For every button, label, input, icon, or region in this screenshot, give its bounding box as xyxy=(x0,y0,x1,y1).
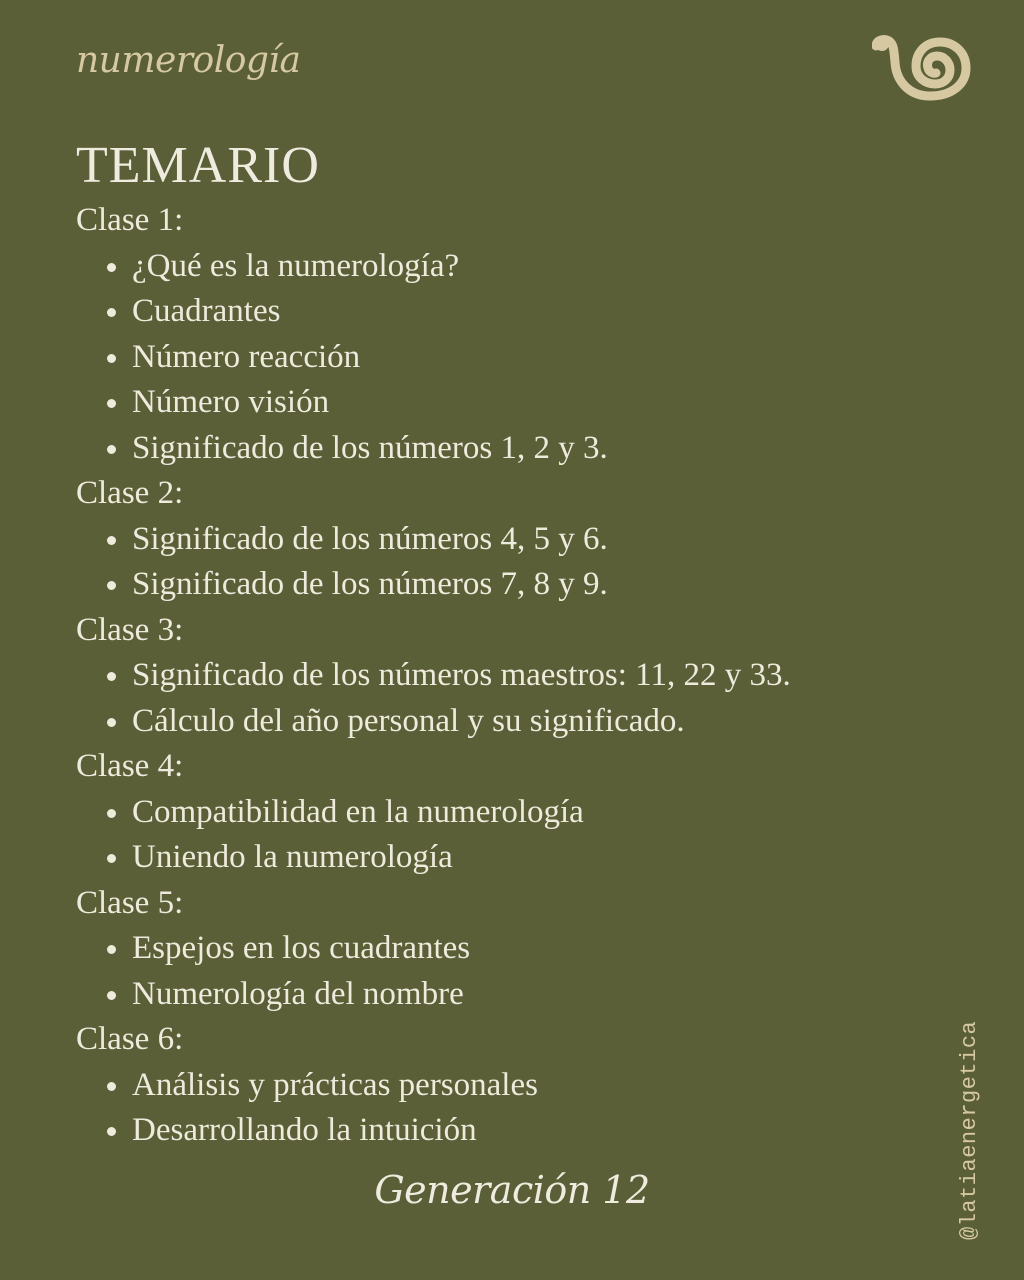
list-item xyxy=(76,790,896,836)
list-item xyxy=(76,835,896,881)
class-6 xyxy=(76,1017,896,1154)
class-heading: Clase 5: xyxy=(76,884,184,921)
class-heading: Clase 6: xyxy=(76,1021,184,1057)
topic-label: Uniendo la numerología xyxy=(132,839,453,875)
bullet-icon xyxy=(107,809,116,818)
spiral-snail-icon xyxy=(872,34,972,106)
list-item xyxy=(76,653,896,699)
bullet-icon xyxy=(107,354,116,363)
bullet-icon xyxy=(107,672,116,681)
topic-label: Número reacción xyxy=(132,338,361,375)
page-title: TEMARIO xyxy=(76,137,320,194)
topic-list xyxy=(76,790,896,881)
class-heading: Clase 2: xyxy=(76,475,184,511)
list-item xyxy=(76,289,896,335)
syllabus xyxy=(76,198,896,1154)
topic-list xyxy=(76,244,896,472)
bullet-icon xyxy=(107,1127,116,1136)
topic-list xyxy=(76,653,896,744)
bullet-icon xyxy=(107,536,116,545)
class-4 xyxy=(76,744,896,881)
list-item xyxy=(76,426,896,472)
bullet-icon xyxy=(107,308,116,317)
bullet-icon xyxy=(107,991,116,1000)
topic-label: Compatibilidad en la numerología xyxy=(132,793,584,830)
list-item xyxy=(76,926,896,972)
list-item xyxy=(76,1108,896,1154)
topic-list xyxy=(76,926,896,1017)
bullet-icon xyxy=(107,445,116,454)
topic-label: Significado de los números 4, 5 y 6. xyxy=(132,520,608,557)
list-item xyxy=(76,380,896,426)
class-heading: Clase 4: xyxy=(76,748,184,784)
topic-label: Cálculo del año personal y su significado. xyxy=(132,702,685,739)
social-handle: @latiaenergetica xyxy=(957,1020,982,1240)
list-item xyxy=(76,1063,896,1109)
topic-label: Análisis y prácticas personales xyxy=(132,1066,538,1103)
topic-label: Numerología del nombre xyxy=(132,975,464,1012)
topic-list xyxy=(76,1063,896,1154)
bullet-icon xyxy=(107,945,116,954)
class-3 xyxy=(76,608,896,745)
generation-label: Generación 12 xyxy=(374,1168,650,1212)
bullet-icon xyxy=(107,263,116,272)
list-item xyxy=(76,562,896,608)
brand-wordmark: numerología xyxy=(76,40,301,81)
list-item xyxy=(76,972,896,1018)
class-heading: Clase 1: xyxy=(76,202,184,238)
list-item xyxy=(76,244,896,290)
topic-label: Desarrollando la intuición xyxy=(132,1112,477,1148)
topic-label: Cuadrantes xyxy=(132,293,281,329)
topic-label: ¿Qué es la numerología? xyxy=(132,247,460,284)
topic-list xyxy=(76,517,896,608)
bullet-icon xyxy=(107,718,116,727)
topic-label: Significado de los números 1, 2 y 3. xyxy=(132,429,608,466)
list-item xyxy=(76,699,896,745)
class-5 xyxy=(76,881,896,1018)
topic-label: Significado de los números 7, 8 y 9. xyxy=(132,566,608,602)
list-item xyxy=(76,335,896,381)
topic-label: Significado de los números maestros: 11, 22 y 33. xyxy=(132,657,791,693)
bullet-icon xyxy=(107,1082,116,1091)
topic-label: Espejos en los cuadrantes xyxy=(132,930,471,966)
bullet-icon xyxy=(107,854,116,863)
class-heading: Clase 3: xyxy=(76,611,184,648)
bullet-icon xyxy=(107,399,116,408)
topic-label: Número visión xyxy=(132,384,330,420)
list-item xyxy=(76,517,896,563)
class-2 xyxy=(76,471,896,608)
bullet-icon xyxy=(107,581,116,590)
class-1 xyxy=(76,198,896,471)
